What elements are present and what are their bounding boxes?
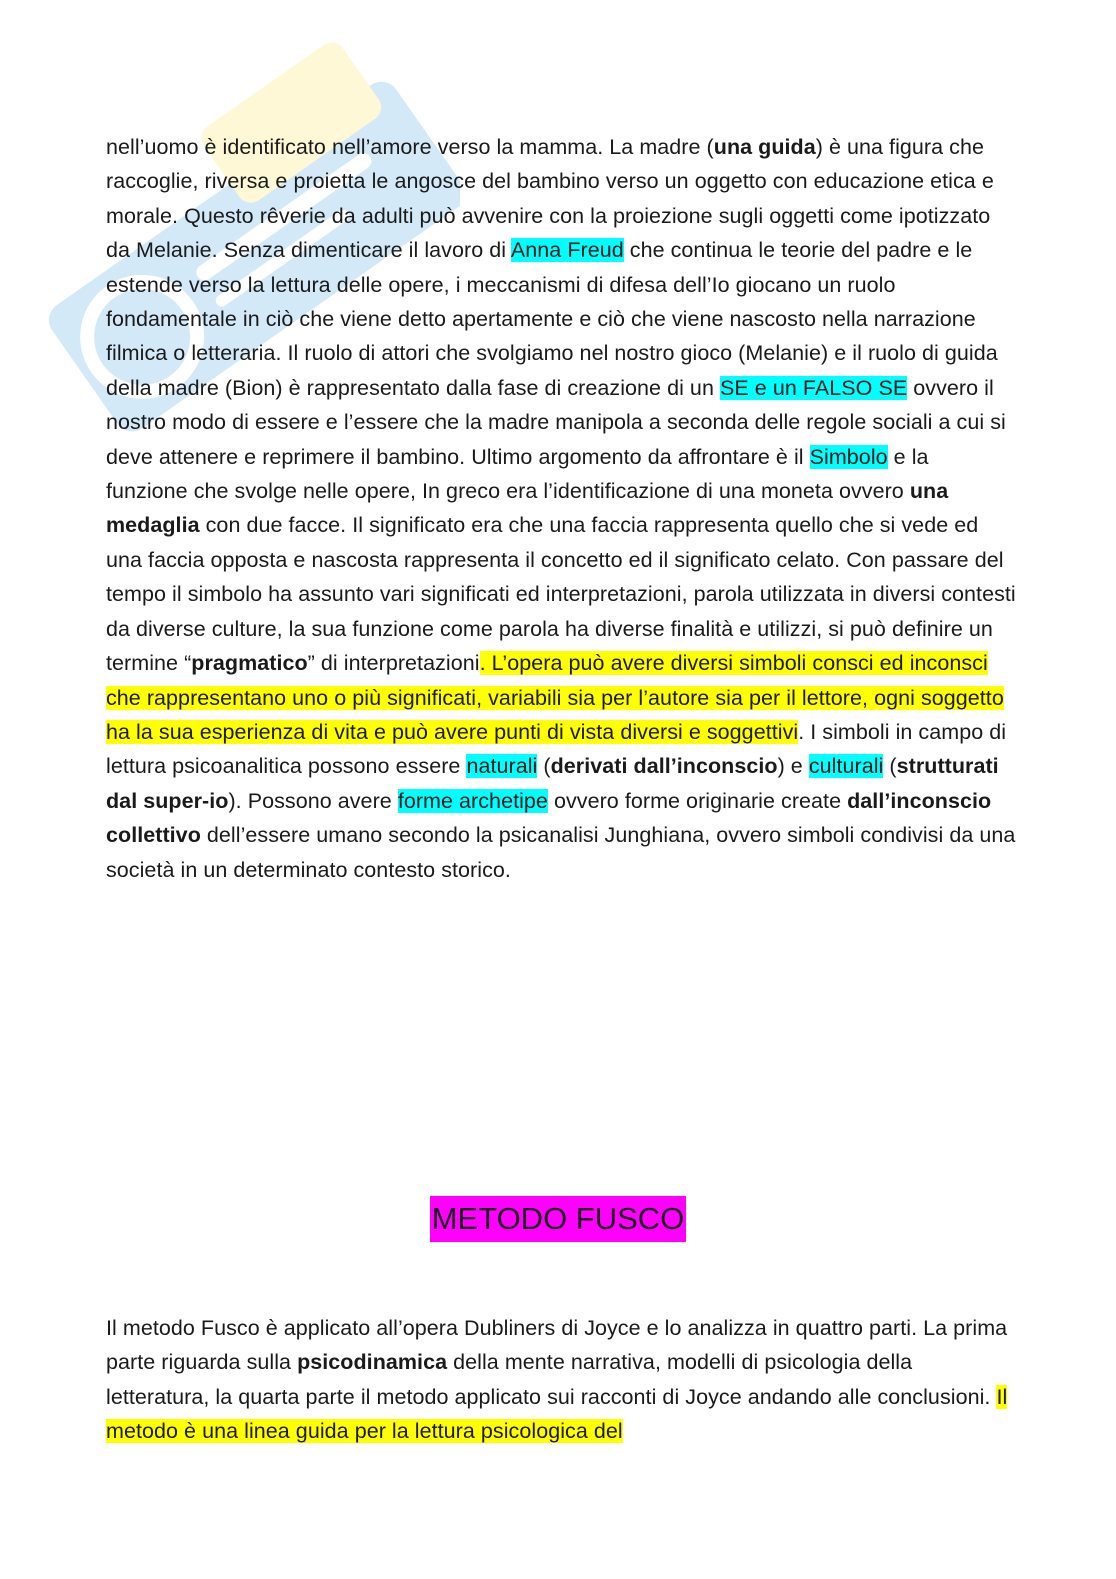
highlighted-term: Simbolo xyxy=(809,444,888,469)
highlighted-term: SE e un FALSO SE xyxy=(719,375,908,400)
bold-text: una guida xyxy=(713,135,816,159)
bold-text: una medaglia xyxy=(106,479,949,538)
highlighted-term: forme archetipe xyxy=(397,788,548,813)
highlighted-term: Anna Freud xyxy=(510,238,624,263)
text-run: ” di interpretazioni xyxy=(307,651,480,676)
paragraph-2 xyxy=(106,1311,1016,1449)
bold-text: pragmatico xyxy=(191,651,308,676)
bold-text: strutturati dal super-io xyxy=(106,754,999,813)
text-run: con due facce. Il significato era che una faccia rappresenta quello che si vede ed una faccia opposta e nascosta rappresenta il concetto ed il significato celato. Con passare del tempo il simbolo ha assunto vari significati ed interpretazioni, parola utilizzata in diversi contesti da diverse culture, la sua funzione come parola ha diverse finalità e utilizzi, si può definire un termine “ xyxy=(106,513,1016,676)
highlighted-passage: . L’opera può avere diversi simboli consci ed inconsci che rappresentano uno o più significati, variabili sia per l’autore sia per il lettore, ogni soggetto ha la sua esperienza di vita e può avere punti di vista diversi e soggettivi xyxy=(106,651,1004,744)
text-run: ( xyxy=(537,754,551,779)
document-body xyxy=(106,130,1016,887)
text-run: ) è una figura che raccoglie, riversa e proietta le angosce del bambino verso un oggetto con educazione etica e morale. Questo rêverie da adulti può avvenire con la proiezione sugli oggetti come ipotizzato da Melanie. Senza dimenticare il lavoro di xyxy=(106,135,994,263)
highlighted-term: naturali xyxy=(466,754,538,779)
text-run: ) e xyxy=(777,754,809,779)
bold-text: dall’inconscio collettivo xyxy=(106,788,992,848)
text-run: ovvero il nostro modo di essere e l’essere che la madre manipola a seconda delle regole sociali a cui si deve attenere e reprimere il bambino. Ultimo argomento da affrontare è il xyxy=(106,375,1006,469)
highlighted-passage: Il metodo è una linea guida per la lettura psicologica del xyxy=(106,1384,1008,1444)
text-run: ( xyxy=(883,754,897,779)
bold-text: psicodinamica xyxy=(297,1350,448,1375)
paragraph-1 xyxy=(106,130,1016,887)
text-run: . I simboli in campo di lettura psicoanalitica possono essere xyxy=(106,719,1007,779)
section-heading-wrap xyxy=(0,1196,1116,1242)
bold-text: derivati dall’inconscio xyxy=(550,754,778,779)
text-run: nell’uomo è identificato nell’amore verso la mamma. La madre ( xyxy=(106,135,714,159)
document-body-continued xyxy=(106,1311,1016,1449)
section-title: METODO FUSCO xyxy=(430,1196,687,1242)
text-run: dell’essere umano secondo la psicanalisi Junghiana, ovvero simboli condivisi da una società in un determinato contesto storico. xyxy=(106,823,1016,882)
highlighted-term: culturali xyxy=(808,754,884,779)
text-run: e la funzione che svolge nelle opere, In greco era l’identificazione di una moneta ovvero xyxy=(106,444,929,504)
text-run: Il metodo Fusco è applicato all’opera Dubliners di Joyce e lo analizza in quattro parti. La prima parte riguarda sulla xyxy=(106,1316,1008,1375)
text-run: ovvero forme originarie create xyxy=(547,788,848,813)
text-run: che continua le teorie del padre e le estende verso la lettura delle opere, i meccanismi di difesa dell’Io giocano un ruolo fondamentale in ciò che viene detto apertamente e ciò che viene nascosto nella narrazione filmica o letteraria. Il ruolo di attori che svolgiamo nel nostro gioco (Melanie) e il ruolo di guida della madre (Bion) è rappresentato dalla fase di creazione di un xyxy=(106,238,998,400)
text-run: della mente narrativa, modelli di psicologia della letteratura, la quarta parte il metodo applicato sui racconti di Joyce andando alle conclusioni. xyxy=(106,1350,997,1409)
text-run: ). Possono avere xyxy=(228,788,398,813)
